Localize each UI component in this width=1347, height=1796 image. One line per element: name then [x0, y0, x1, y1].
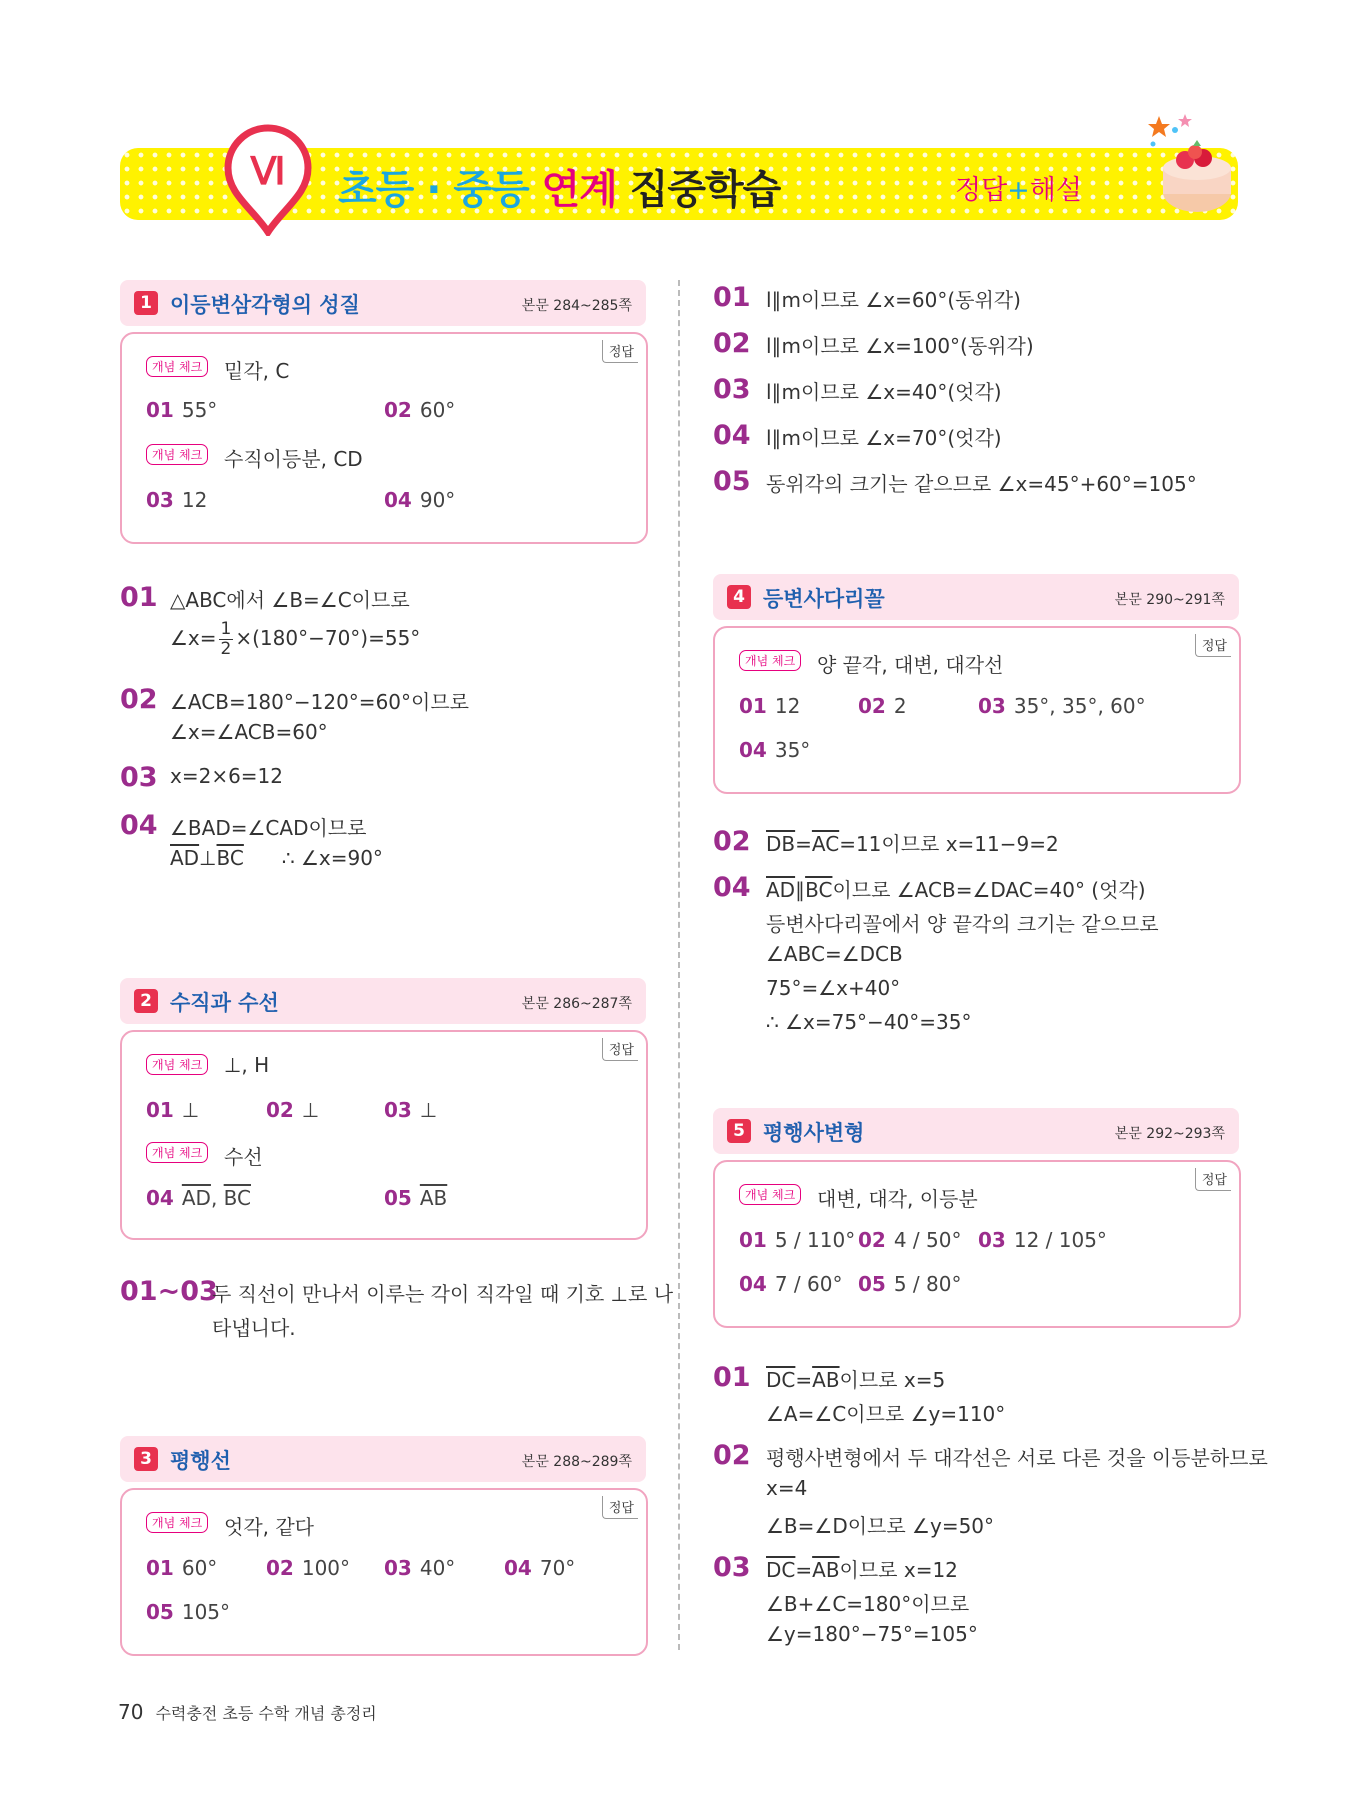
section-title: 이등변삼각형의 성질: [170, 293, 360, 317]
explanation-line: 동위각의 크기는 같으므로 ∠x=45°+60°=105°: [766, 472, 1197, 496]
answer-item: [739, 694, 800, 718]
question-number: 01: [713, 1362, 751, 1393]
answer-number: 01: [146, 1098, 174, 1122]
expr-text: ∠x=: [170, 626, 217, 650]
answer-tag: 정답: [1195, 634, 1231, 657]
explanation-line: ∠ABC=∠DCB: [766, 942, 903, 966]
answer-item: [384, 1556, 455, 1580]
answer-tag: 정답: [602, 1496, 638, 1519]
expr-text: =11이므로 x=11−9=2: [839, 832, 1059, 856]
segment-label: $\overline{AD}$: [181, 1186, 211, 1210]
answer-number: 02: [266, 1556, 294, 1580]
answer-number: 05: [146, 1600, 174, 1624]
explanation-line: [766, 828, 1059, 857]
explanation-line: ∠B=∠D이므로 ∠y=50°: [766, 1514, 995, 1538]
explanation-line: 두 직선이 만나서 이루는 각이 직각일 때 기호 ⊥로 나: [212, 1282, 674, 1306]
answer-number: 01: [146, 398, 174, 422]
answer-number: 03: [978, 1228, 1006, 1252]
explanation-line: [766, 874, 1146, 903]
question-number: 03: [713, 374, 751, 405]
answer-value: 12 / 105°: [1013, 1228, 1107, 1252]
equals-sign: =: [795, 832, 812, 856]
section-number: 4: [727, 585, 751, 609]
explanation-line: l∥m이므로 ∠x=40°(엇각): [766, 380, 1002, 404]
answer-item: [384, 1098, 437, 1122]
explanation-line: ∠BAD=∠CAD이므로: [170, 816, 367, 840]
explanation-line: l∥m이므로 ∠x=70°(엇각): [766, 426, 1002, 450]
section-title: 등변사다리꼴: [763, 587, 885, 611]
concept-check-tag: 개념 체크: [146, 444, 208, 465]
explanation-line: 평행사변형에서 두 대각선은 서로 다른 것을 이등분하므로: [766, 1446, 1268, 1470]
answer-item: [978, 1228, 1107, 1252]
section-4-header: [713, 574, 1239, 620]
section-pages: 본문 292~293쪽: [1114, 1126, 1225, 1142]
answer-number: 04: [504, 1556, 532, 1580]
section-number: 2: [134, 989, 158, 1013]
explanation-line: 등변사다리꼴에서 양 끝각의 크기는 같으므로: [766, 912, 1159, 936]
answer-value: 105°: [181, 1600, 231, 1624]
concept-check-tag: 개념 체크: [739, 1184, 801, 1205]
concept-check-tag: 개념 체크: [146, 1512, 208, 1533]
segment-label: $\overline{AB}$: [812, 1368, 840, 1392]
section-title: 평행사변형: [763, 1121, 865, 1145]
section-3-header: [120, 1436, 646, 1482]
answer-number: 02: [384, 398, 412, 422]
concept-check-tag: 개념 체크: [739, 650, 801, 671]
concept-answer: 양 끝각, 대변, 대각선: [817, 653, 1004, 677]
section-2-header: [120, 978, 646, 1024]
answer-value: 7 / 60°: [774, 1272, 843, 1296]
answer-value: 60°: [181, 1556, 218, 1580]
explanation-line: 75°=∠x+40°: [766, 976, 901, 1000]
explanation-line: x=4: [766, 1476, 808, 1500]
answer-tag: 정답: [1195, 1168, 1231, 1191]
concept-answer: ⊥, H: [224, 1053, 270, 1077]
explanation-line: [170, 846, 383, 870]
equals-sign: =: [795, 1558, 813, 1582]
answer-item: [266, 1556, 350, 1580]
answer-tag: 정답: [602, 340, 638, 363]
answer-explanation-label: [955, 168, 1082, 207]
explanation-line: ∠A=∠C이므로 ∠y=110°: [766, 1402, 1006, 1426]
answer-item: [146, 1098, 199, 1122]
question-number: 05: [713, 466, 751, 497]
title-part1: 초등 · 중등: [338, 167, 529, 213]
answer-number: 03: [384, 1098, 412, 1122]
answer-value: 60°: [419, 398, 456, 422]
explanation-line: ∠B+∠C=180°이므로: [766, 1592, 970, 1616]
segment-label: $\overline{AB}$: [419, 1186, 448, 1210]
question-number: 02: [713, 328, 751, 359]
equals-sign: =: [795, 1368, 813, 1392]
answer-value: 55°: [181, 398, 218, 422]
answer-item: [146, 1186, 251, 1210]
explanation-line: ∠y=180°−75°=105°: [766, 1622, 978, 1646]
expr-text: 이므로 x=5: [839, 1368, 946, 1392]
column-divider: [678, 280, 680, 1650]
answer-item: [384, 488, 455, 512]
answer-value: 90°: [419, 488, 456, 512]
answer-item: [858, 1272, 961, 1296]
section-number: 3: [134, 1447, 158, 1471]
section-pages: 본문 290~291쪽: [1114, 592, 1225, 608]
answer-number: 03: [978, 694, 1006, 718]
segment-label: $\overline{BC}$: [223, 1186, 251, 1210]
segment-label: $\overline{AD}$: [170, 846, 200, 870]
section-number: 5: [727, 1119, 751, 1143]
explanation-line: l∥m이므로 ∠x=100°(동위각): [766, 334, 1034, 358]
explanation-line: l∥m이므로 ∠x=60°(동위각): [766, 288, 1021, 312]
chapter-badge-icon: [222, 124, 314, 236]
fraction: [219, 620, 234, 659]
question-number: 01: [713, 282, 751, 313]
segment-label: $\overline{BC}$: [216, 846, 244, 870]
answer-item: [146, 1556, 217, 1580]
concept-answer: 엇각, 같다: [224, 1515, 314, 1539]
question-number: 04: [120, 810, 158, 841]
answer-value: 5 / 80°: [893, 1272, 962, 1296]
concept-answer: 수선: [224, 1145, 263, 1169]
answer-number: 04: [384, 488, 412, 512]
cake-icon: [1145, 110, 1233, 222]
section-number: 1: [134, 291, 158, 315]
chapter-title: [338, 158, 780, 215]
answer-item: [739, 1272, 842, 1296]
answer-number: 03: [146, 488, 174, 512]
question-number: 01: [120, 582, 158, 613]
plus-sign: +: [1007, 175, 1030, 206]
explanation-line: ∠x=∠ACB=60°: [170, 720, 328, 744]
section-5-header: [713, 1108, 1239, 1154]
answer-value: 40°: [419, 1556, 456, 1580]
answer-item: [266, 1098, 319, 1122]
parallel-symbol: ∥: [795, 878, 806, 902]
title-part2: 연계: [541, 167, 617, 213]
explanation-label: 해설: [1029, 175, 1082, 206]
answer-number: 02: [858, 1228, 886, 1252]
answer-item: [858, 694, 907, 718]
answer-number: 05: [384, 1186, 412, 1210]
segment-label: $\overline{BC}$: [805, 878, 833, 902]
separator: ,: [210, 1186, 224, 1210]
answer-value: 5 / 110°: [774, 1228, 856, 1252]
answer-item: [739, 1228, 855, 1252]
expr-text: 이므로 x=12: [839, 1558, 958, 1582]
question-number: 01~03: [120, 1276, 218, 1307]
explanation-line: [766, 1554, 958, 1583]
answer-item: [146, 1600, 230, 1624]
answer-value: 2: [893, 694, 907, 718]
explanation-line: ∴ ∠x=75°−40°=35°: [766, 1010, 972, 1034]
answer-value: 4 / 50°: [893, 1228, 962, 1252]
chapter-roman-numeral: Ⅵ: [250, 151, 286, 193]
question-number: 04: [713, 872, 751, 903]
explanation-line: △ABC에서 ∠B=∠C이므로: [170, 588, 410, 612]
explanation-line: 타냅니다.: [212, 1316, 296, 1340]
numerator: 1: [220, 619, 232, 639]
answer-number: 04: [146, 1186, 174, 1210]
segment-label: $\overline{DC}$: [766, 1558, 796, 1582]
answer-value: 12: [181, 488, 208, 512]
answer-number: 05: [858, 1272, 886, 1296]
answer-item: [384, 398, 455, 422]
explanation-line: [766, 1364, 945, 1393]
perp-symbol: ⊥: [199, 846, 217, 870]
answer-value: 35°: [774, 738, 811, 762]
expr-text: ∴ ∠x=90°: [281, 846, 383, 870]
answer-value: 70°: [539, 1556, 576, 1580]
section-title: 평행선: [170, 1449, 231, 1473]
answer-item: [146, 398, 217, 422]
section-pages: 본문 284~285쪽: [521, 298, 632, 314]
answer-item: [858, 1228, 961, 1252]
explanation-line: [170, 620, 420, 659]
concept-check-tag: 개념 체크: [146, 356, 208, 377]
question-number: 03: [120, 762, 158, 793]
answer-tag: 정답: [602, 1038, 638, 1061]
answer-item: [739, 738, 810, 762]
concept-answer: 수직이등분, CD: [224, 447, 363, 471]
title-part3: 집중학습: [629, 167, 781, 213]
answer-value: ⊥: [301, 1098, 320, 1122]
answer-value: ⊥: [419, 1098, 438, 1122]
answer-number: 02: [858, 694, 886, 718]
segment-label: $\overline{AC}$: [811, 832, 840, 856]
segment-label: $\overline{DB}$: [766, 832, 796, 856]
book-title: 수력충전 초등 수학 개념 총정리: [155, 1704, 377, 1723]
segment-label: $\overline{DC}$: [766, 1368, 796, 1392]
denominator: 2: [220, 639, 232, 659]
answer-number: 01: [146, 1556, 174, 1580]
answer-number: 01: [739, 694, 767, 718]
answer-item: [504, 1556, 575, 1580]
explanation-line: ∠ACB=180°−120°=60°이므로: [170, 690, 469, 714]
answer-value: 12: [774, 694, 801, 718]
answer-number: 04: [739, 738, 767, 762]
concept-answer: 대변, 대각, 이등분: [817, 1187, 978, 1211]
page-footer: [118, 1700, 377, 1724]
question-number: 03: [713, 1552, 751, 1583]
section-pages: 본문 288~289쪽: [521, 1454, 632, 1470]
answer-label: 정답: [955, 175, 1008, 206]
answer-item: [146, 488, 207, 512]
answer-number: 04: [739, 1272, 767, 1296]
answer-number: 02: [266, 1098, 294, 1122]
question-number: 04: [713, 420, 751, 451]
answer-item: [978, 694, 1146, 718]
answer-number: 03: [384, 1556, 412, 1580]
expr-text: 이므로 ∠ACB=∠DAC=40° (엇각): [832, 878, 1146, 902]
explanation-line: x=2×6=12: [170, 764, 284, 788]
concept-answer: 밑각, C: [224, 359, 290, 383]
question-number: 02: [120, 684, 158, 715]
section-pages: 본문 286~287쪽: [521, 996, 632, 1012]
section-1-header: [120, 280, 646, 326]
section-title: 수직과 수선: [170, 991, 279, 1015]
answer-value: ⊥: [181, 1098, 200, 1122]
answer-item: [384, 1186, 447, 1210]
concept-check-tag: 개념 체크: [146, 1054, 208, 1075]
answer-value: 35°, 35°, 60°: [1013, 694, 1146, 718]
answer-number: 01: [739, 1228, 767, 1252]
segment-label: $\overline{AD}$: [766, 878, 796, 902]
concept-check-tag: 개념 체크: [146, 1142, 208, 1163]
expr-text: ×(180°−70°)=55°: [235, 626, 421, 650]
page-number: 70: [118, 1700, 144, 1724]
segment-label: $\overline{AB}$: [812, 1558, 840, 1582]
question-number: 02: [713, 1440, 751, 1471]
answer-value: 100°: [301, 1556, 351, 1580]
question-number: 02: [713, 826, 751, 857]
